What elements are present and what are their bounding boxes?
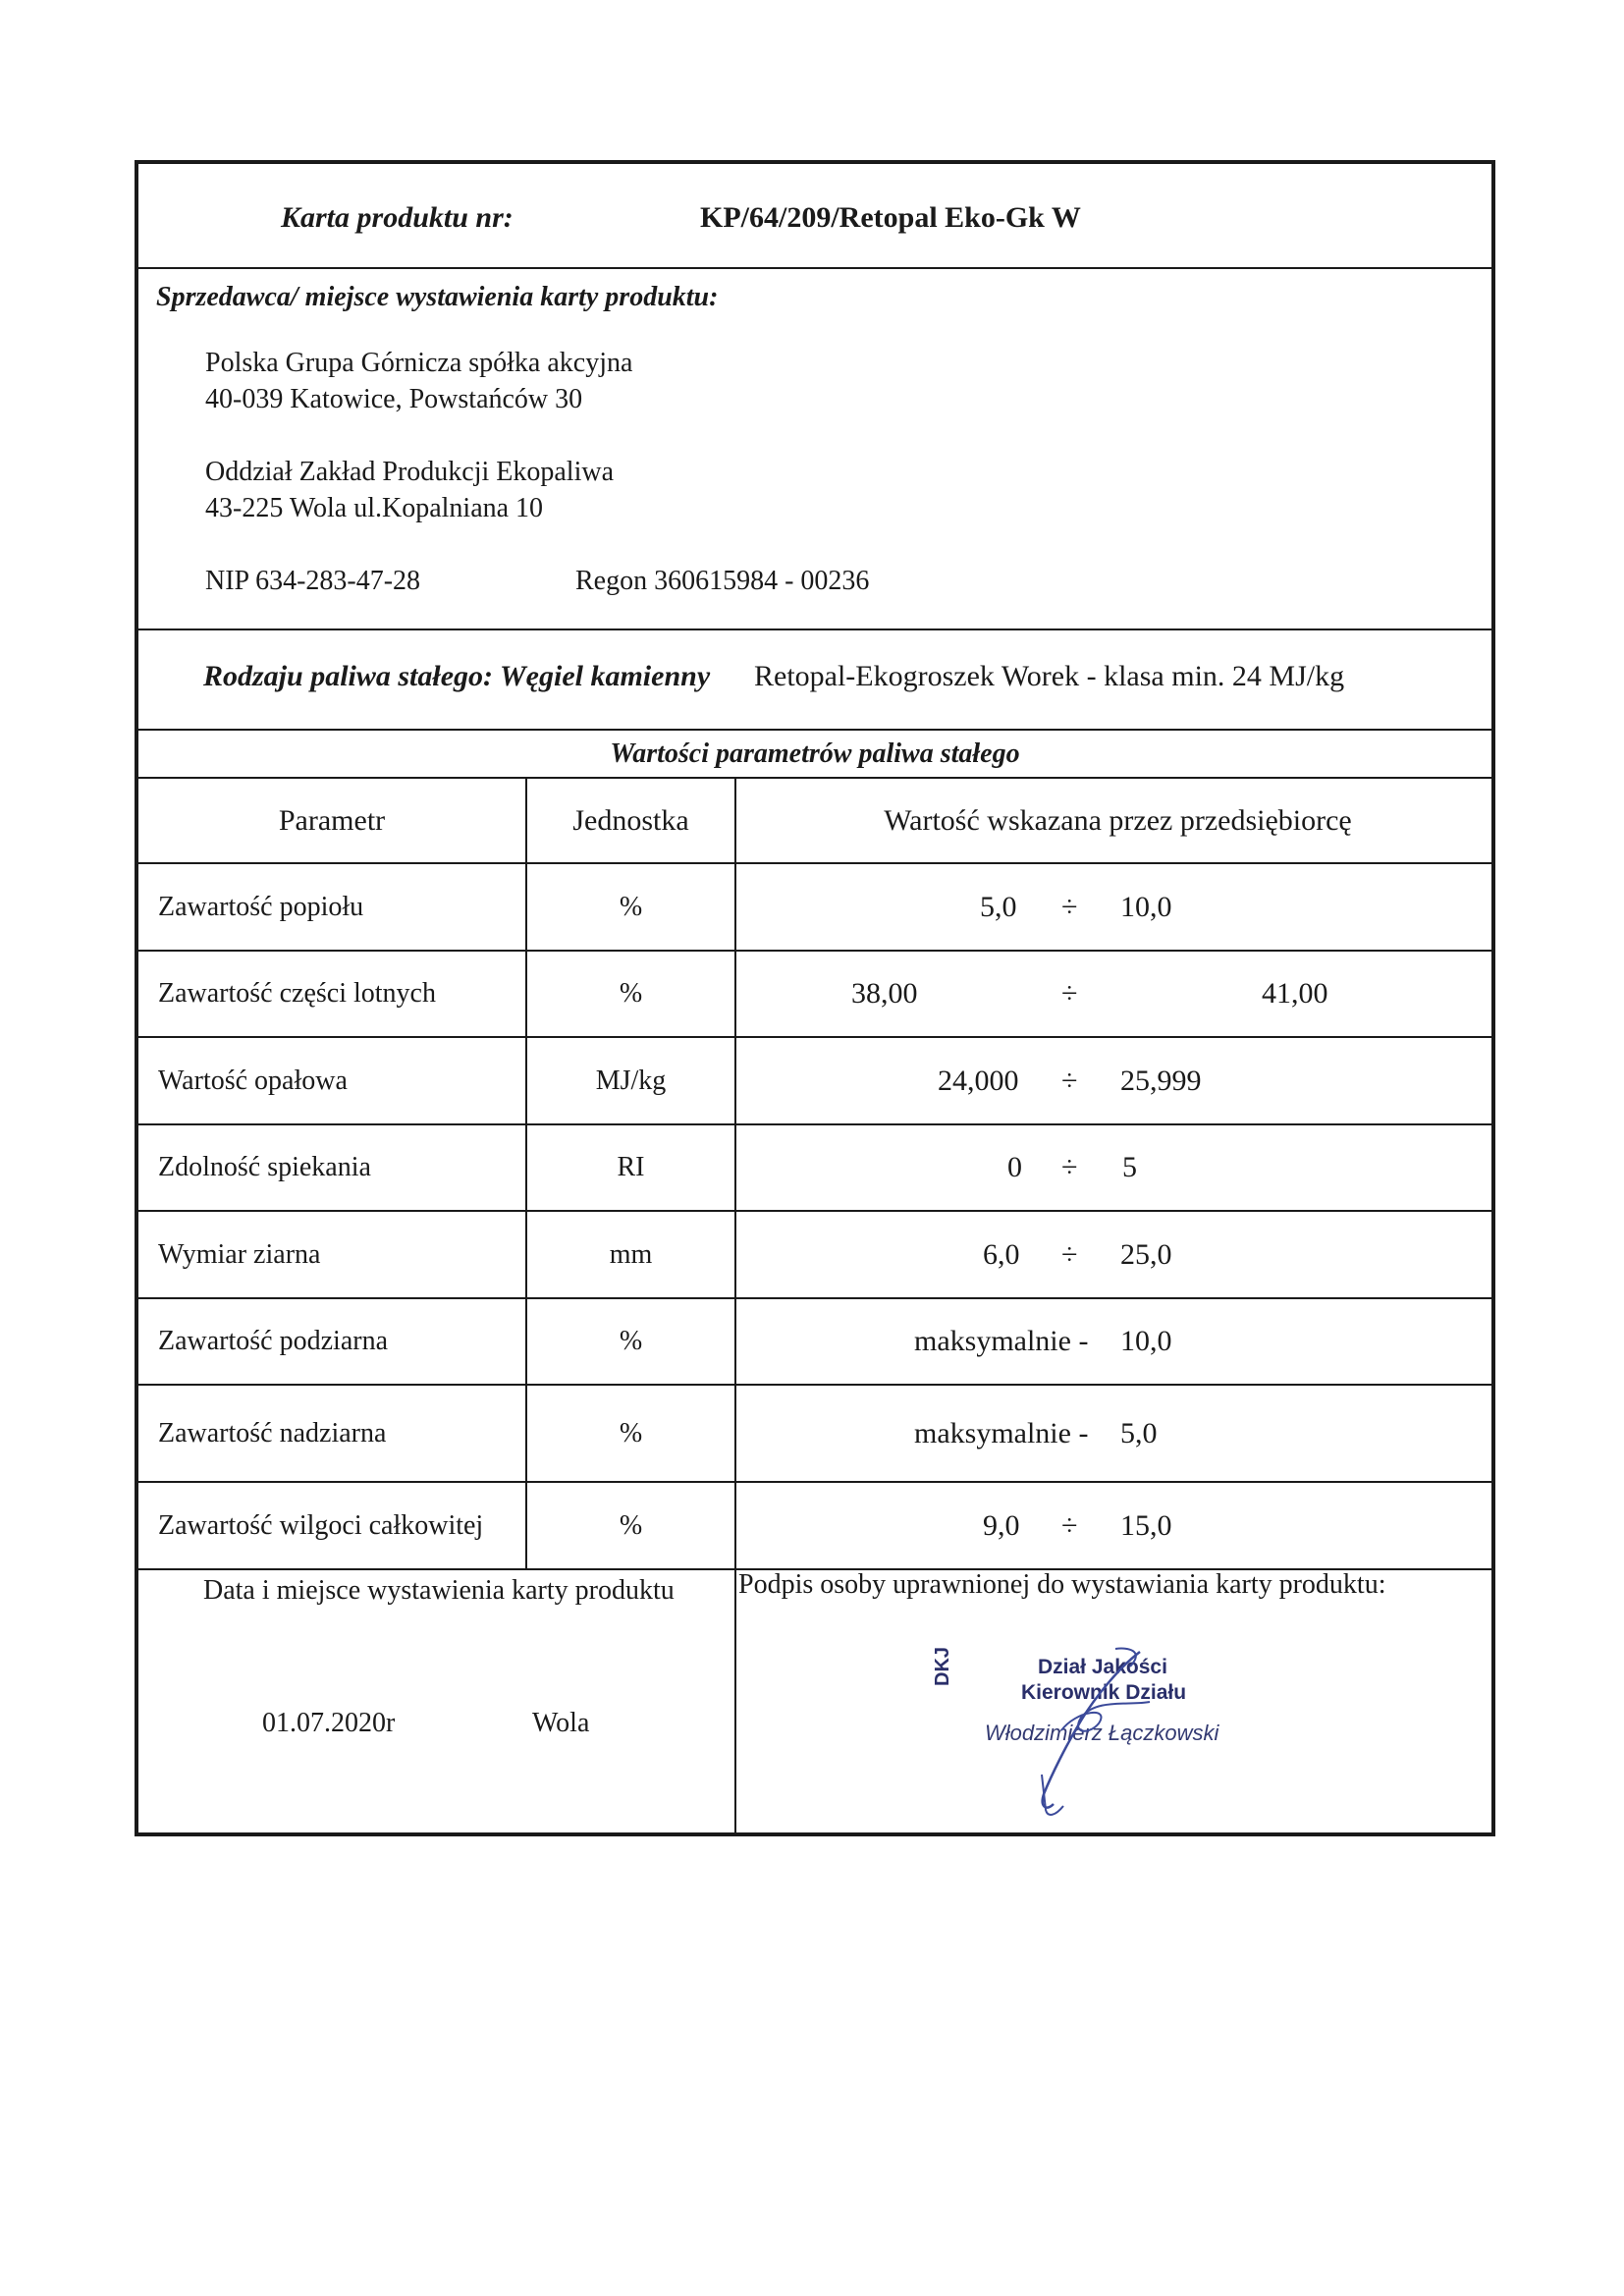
params-title: Wartości parametrów paliwa stałego [610,738,1020,769]
param-value-separator: ÷ [1061,1508,1078,1542]
param-value-separator: ÷ [1061,977,1078,1010]
param-unit: % [619,891,643,922]
fuel-type-label: Rodzaju paliwa stałego: Węgiel kamienny [203,660,711,692]
param-value-separator: ÷ [1061,1151,1078,1183]
column-divider [734,777,736,1836]
param-name: Zawartość nadziarna [158,1417,387,1449]
param-value-to: 25,0 [1120,1237,1172,1271]
seller-regon: Regon 360615984 - 00236 [575,566,870,596]
param-value-from: 9,0 [983,1508,1020,1542]
param-value-from: 38,00 [851,977,918,1010]
param-value-to: 10,0 [1120,1325,1172,1357]
param-name: Wartość opałowa [158,1065,348,1096]
card-number: KP/64/209/Retopal Eko-Gk W [700,201,1081,234]
param-value-separator: ÷ [1061,1237,1078,1271]
param-unit: % [619,1417,643,1449]
divider [138,1210,1491,1212]
param-unit: RI [617,1152,645,1182]
param-unit: % [619,978,643,1009]
param-name: Zawartość popiołu [158,891,364,922]
product-card [135,160,1495,1836]
seller-branch-name: Oddział Zakład Produkcji Ekopaliwa [205,457,614,487]
param-unit: % [619,1326,643,1356]
param-value-to: 41,00 [1262,977,1328,1010]
seller-heading: Sprzedawca/ miejsce wystawienia karty produktu: [156,282,719,312]
param-name: Zdolność spiekania [158,1152,371,1182]
fuel-product-name: Retopal-Ekogroszek Worek - klasa min. 24 MJ/kg [754,660,1345,692]
stamp-position: Kierownik Działu [1021,1681,1187,1704]
seller-company-address: 40-039 Katowice, Powstańców 30 [205,384,583,414]
param-value-separator: ÷ [1061,890,1078,923]
issue-date-label: Data i miejsce wystawienia karty produktu [203,1575,675,1606]
issue-date: 01.07.2020r [262,1708,396,1738]
seller-nip: NIP 634-283-47-28 [205,566,421,596]
column-header-unit: Jednostka [572,803,689,837]
param-name: Wymiar ziarna [158,1238,321,1270]
column-header-value: Wartość wskazana przez przedsiębiorcę [884,803,1352,837]
seller-company-name: Polska Grupa Górnicza spółka akcyjna [205,348,633,378]
column-header-parameter: Parametr [278,803,386,837]
seller-branch-address: 43-225 Wola ul.Kopalniana 10 [205,493,544,523]
param-value-to: 15,0 [1120,1508,1172,1542]
param-name: Zawartość podziarna [158,1326,388,1356]
card-number-label: Karta produktu nr: [281,201,514,234]
param-value-from: 0 [1007,1151,1022,1183]
stamp-department: Dział Jakości [1038,1656,1167,1678]
param-value-to: 25,999 [1120,1064,1202,1097]
param-unit: % [619,1509,643,1541]
param-value-from: 24,000 [938,1064,1019,1097]
stamp-side-code: DKJ [932,1646,953,1686]
param-value-from: 5,0 [980,890,1017,923]
param-value-to: 5,0 [1120,1416,1158,1449]
divider [138,629,1491,630]
param-name: Zawartość części lotnych [158,978,436,1009]
signature-label: Podpis osoby uprawnionej do wystawiania karty produktu: [738,1569,1386,1600]
param-value-to: 10,0 [1120,890,1172,923]
param-value-separator: ÷ [1061,1064,1078,1097]
param-value-from: maksymalnie - [914,1416,1089,1449]
param-value-from: 6,0 [983,1237,1020,1271]
param-unit: MJ/kg [595,1065,667,1096]
param-unit: mm [609,1238,653,1270]
divider [138,267,1491,269]
issue-place: Wola [532,1708,590,1738]
param-name: Zawartość wilgoci całkowitej [158,1509,484,1541]
param-value-from: maksymalnie - [914,1325,1089,1357]
handwritten-signature [983,1637,1179,1824]
param-value-to: 5 [1122,1151,1137,1183]
stamp-person-name: Włodzimierz Łączkowski [985,1721,1219,1745]
